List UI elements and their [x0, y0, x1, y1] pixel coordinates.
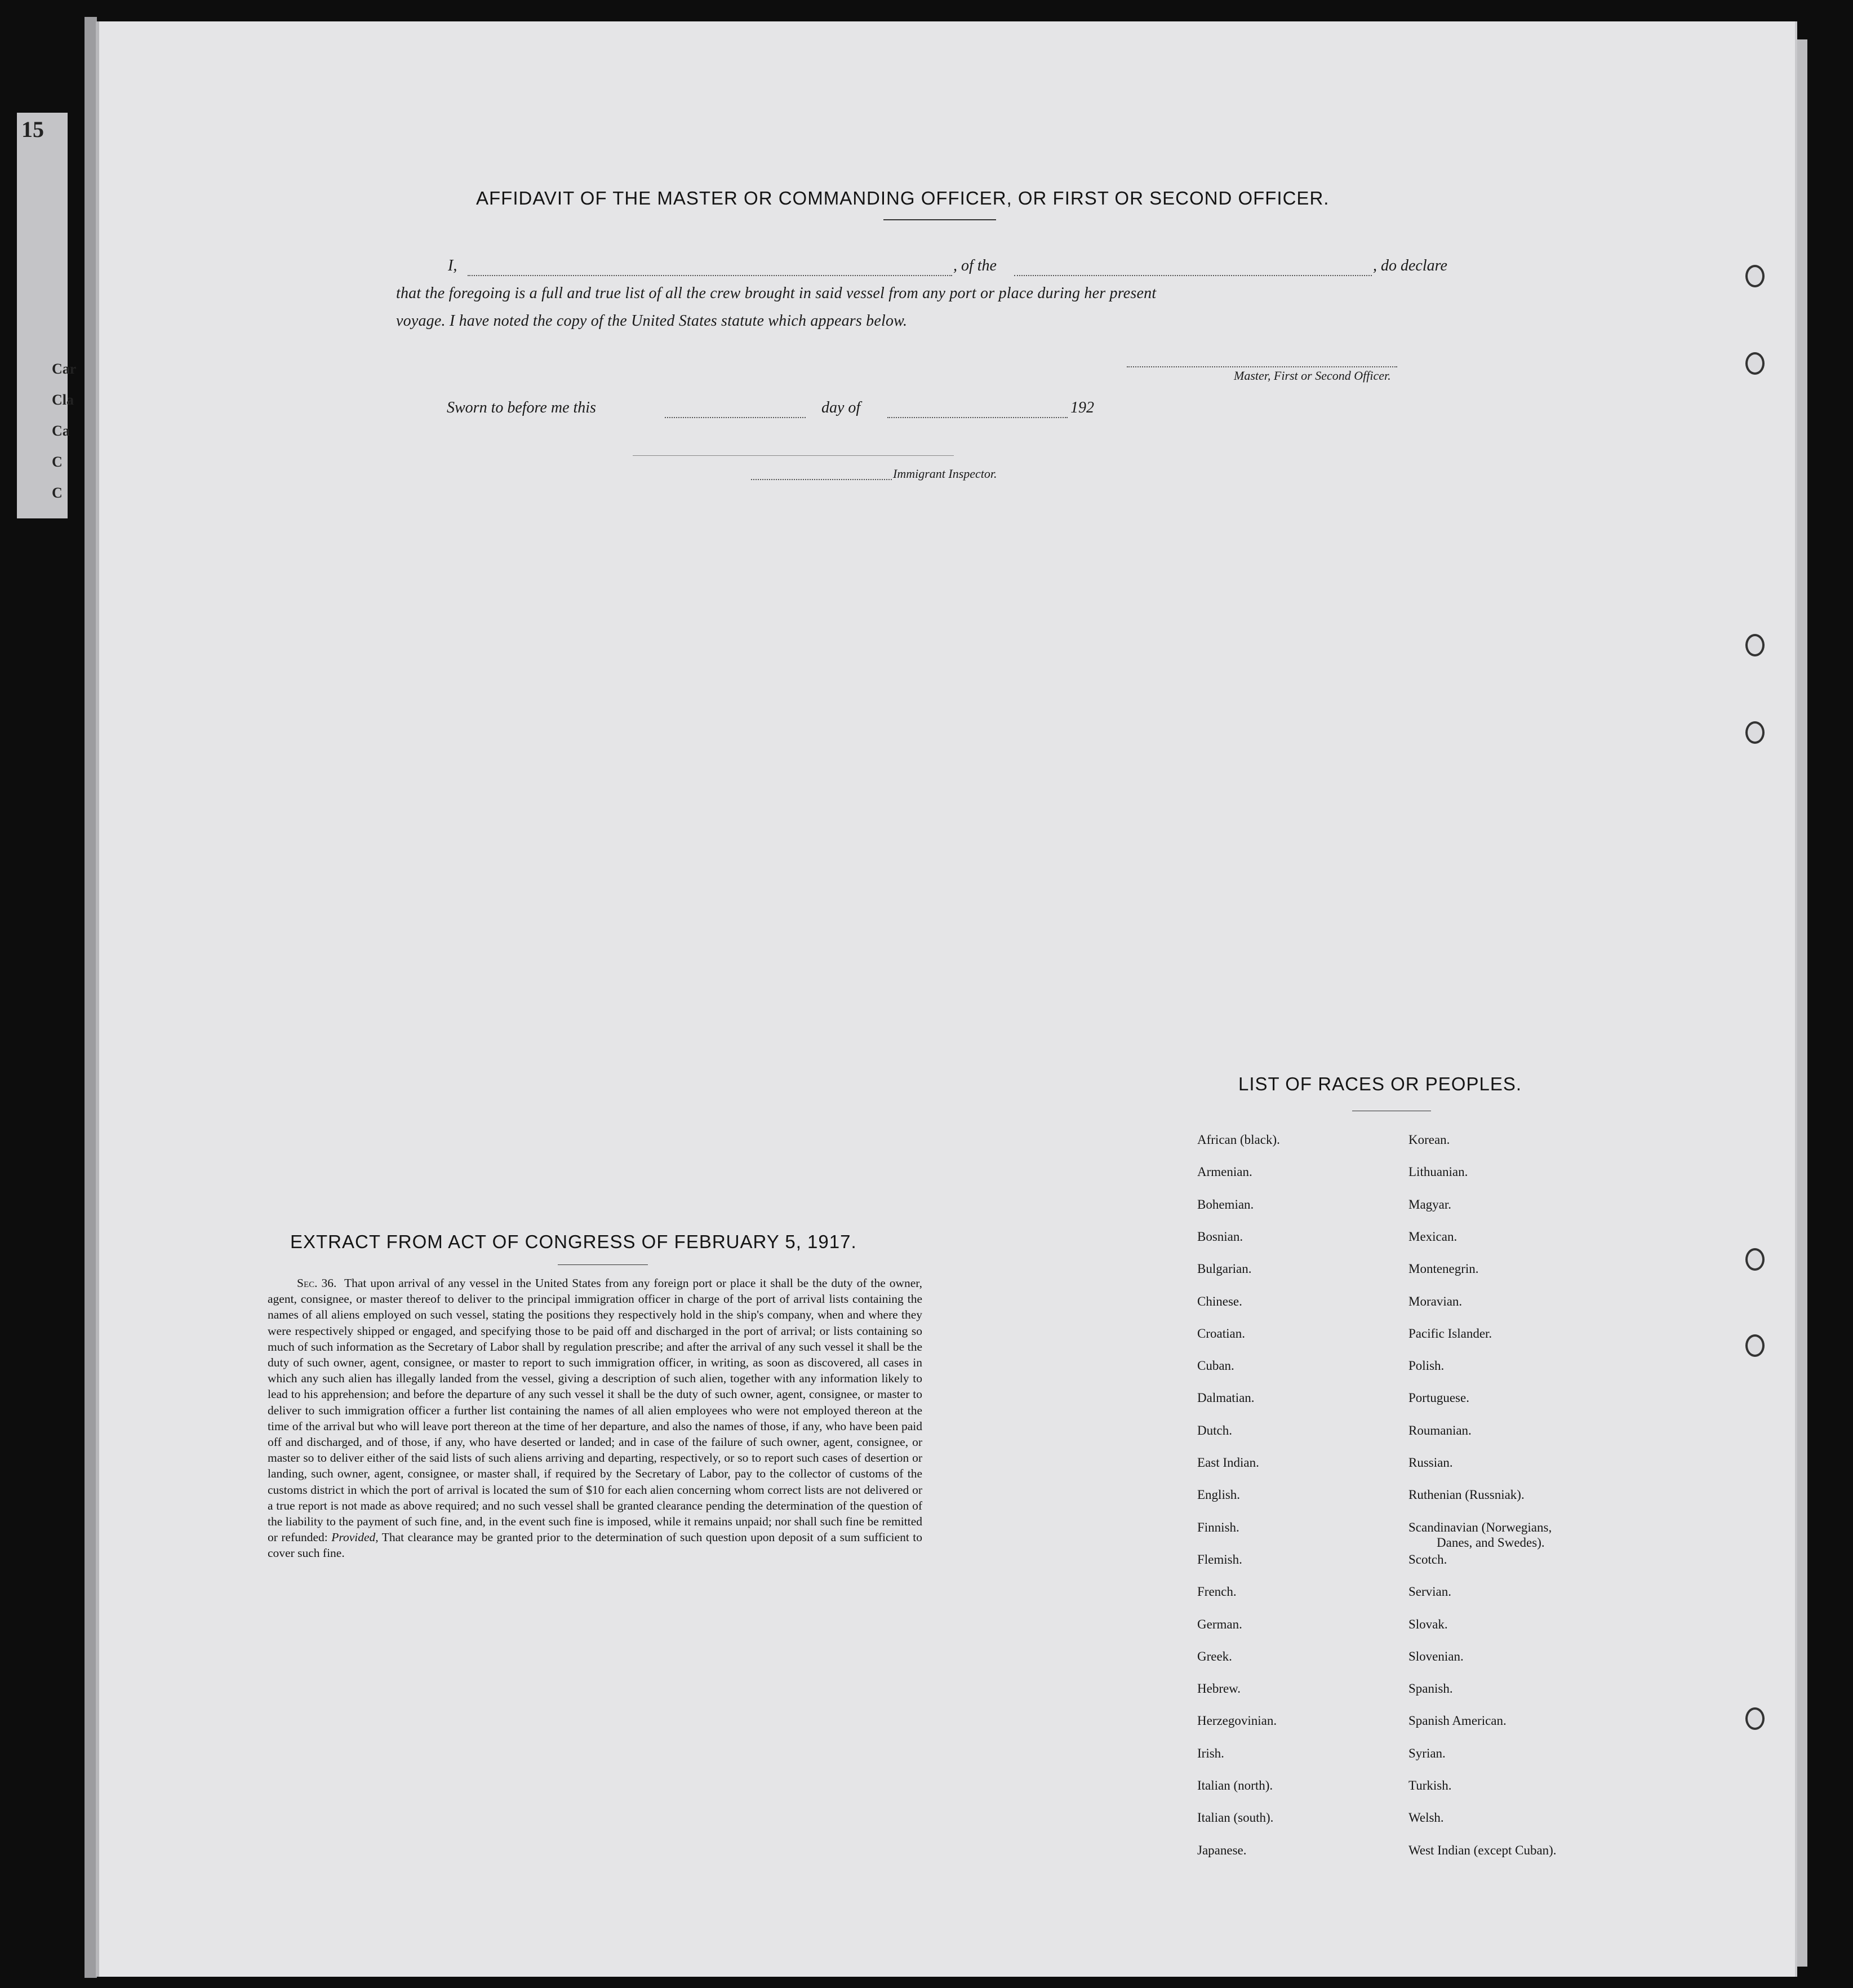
race-item: Japanese. — [1197, 1843, 1247, 1857]
race-item: West Indian (except Cuban). — [1408, 1843, 1557, 1857]
extract-body — [268, 1275, 922, 1561]
races-heading: LIST OF RACES OR PEOPLES. — [1238, 1073, 1522, 1094]
race-item: Irish. — [1197, 1746, 1224, 1760]
declarant-prefix: I, — [448, 257, 457, 274]
extract-text-end: That clearance may be granted prior to the determination of such question upon deposit of a sum sufficient to cover such fine. — [268, 1530, 922, 1560]
race-item: Magyar. — [1408, 1197, 1452, 1212]
underlying-page-fragment: Car — [52, 361, 77, 377]
race-item: Bosnian. — [1197, 1229, 1243, 1244]
race-item: Herzegovinian. — [1197, 1714, 1277, 1728]
race-item: Roumanian. — [1408, 1423, 1472, 1437]
vessel-prefix: , of the — [953, 257, 997, 274]
punch-hole — [1745, 1707, 1765, 1730]
sworn-day-field[interactable] — [665, 417, 806, 418]
race-item: Chinese. — [1197, 1294, 1242, 1308]
race-item: Turkish. — [1408, 1778, 1452, 1792]
race-item: Mexican. — [1408, 1229, 1457, 1244]
race-item: Korean. — [1408, 1133, 1450, 1147]
provided-word: Provided, — [331, 1530, 379, 1545]
form-page — [96, 21, 1797, 1977]
affidavit-heading: AFFIDAVIT OF THE MASTER OR COMMANDING OFFICER, OR FIRST OR SECOND OFFICER. — [476, 188, 1330, 208]
race-item: Dutch. — [1197, 1423, 1232, 1437]
race-item: Russian. — [1408, 1456, 1453, 1470]
extract-heading: EXTRACT FROM ACT OF CONGRESS OF FEBRUARY 5, 1917. — [290, 1231, 857, 1252]
sworn-text: Sworn to before me this — [447, 399, 596, 416]
race-item: Italian (south). — [1197, 1810, 1274, 1825]
race-item: Spanish. — [1408, 1681, 1453, 1696]
race-item: Montenegrin. — [1408, 1262, 1479, 1276]
race-item: Hebrew. — [1197, 1681, 1241, 1696]
race-item: Lithuanian. — [1408, 1165, 1468, 1179]
race-item: Servian. — [1408, 1585, 1452, 1599]
race-item: Portuguese. — [1408, 1391, 1469, 1405]
race-item: Bohemian. — [1197, 1197, 1254, 1212]
sworn-month-field[interactable] — [887, 417, 1068, 418]
sworn-year: 192 — [1070, 399, 1094, 416]
race-item: African (black). — [1197, 1133, 1280, 1147]
race-item: Bulgarian. — [1197, 1262, 1252, 1276]
underlying-page-fragment: C — [52, 485, 63, 501]
inspector-caption: Immigrant Inspector. — [893, 467, 997, 481]
race-item: German. — [1197, 1617, 1242, 1631]
master-signature-field[interactable] — [1127, 366, 1397, 367]
vessel-name-field[interactable] — [1014, 275, 1372, 276]
underlying-page-fragment: Cla — [52, 392, 74, 408]
race-item: Polish. — [1408, 1359, 1445, 1373]
race-item: Pacific Islander. — [1408, 1326, 1492, 1341]
punch-hole — [1745, 265, 1765, 287]
declaration-line-3: voyage. I have noted the copy of the United States statute which appears below. — [396, 312, 908, 330]
race-item: Scotch. — [1408, 1552, 1447, 1567]
race-item: Dalmatian. — [1197, 1391, 1255, 1405]
page-stack-edge — [85, 17, 97, 1978]
underlying-page-fragment: Ca — [52, 423, 70, 439]
race-item: Croatian. — [1197, 1326, 1245, 1341]
race-item: English. — [1197, 1488, 1241, 1502]
sworn-day-of: day of — [821, 399, 861, 416]
punch-hole — [1745, 634, 1765, 656]
declarant-name-field[interactable] — [468, 275, 952, 276]
race-item: Armenian. — [1197, 1165, 1252, 1179]
race-item: Syrian. — [1408, 1746, 1446, 1760]
section-label: Sec. 36. — [297, 1276, 337, 1290]
punch-hole — [1745, 352, 1765, 375]
race-item: Scandinavian (Norwegians, — [1408, 1520, 1552, 1534]
race-item: Italian (north). — [1197, 1778, 1273, 1792]
inspector-signature-field[interactable] — [751, 479, 892, 480]
race-item: East Indian. — [1197, 1456, 1259, 1470]
race-item: Welsh. — [1408, 1810, 1444, 1825]
inspector-upper-line — [633, 455, 954, 456]
race-item: Slovenian. — [1408, 1649, 1464, 1663]
race-item: Cuban. — [1197, 1359, 1234, 1373]
declaration-line-2: that the foregoing is a full and true list of all the crew brought in said vessel from any port or place during her present — [396, 285, 1157, 302]
affidavit-heading-rule — [883, 219, 996, 220]
master-signature-caption: Master, First or Second Officer. — [1234, 369, 1391, 383]
declare-text: , do declare — [1373, 257, 1447, 274]
punch-hole — [1745, 721, 1765, 744]
race-item: French. — [1197, 1585, 1237, 1599]
extract-text: That upon arrival of any vessel in the United States from any foreign port or place it shall be the duty of the owner, agent, consignee, or master thereof to deliver to the principal immigration officer in charge of the port of arrival lists containing the names of all aliens employed on such vessel, stating the positions they respectively hold in the ship's company, when and where they were respectively shipped or engaged, and specifying those to be paid off and discharged in the port of arrival; or lists containing so much of such information as the Secretary of Labor shall by regulation prescribe; and after the arrival of any such vessel it shall be the duty of such owner, agent, consignee, or master to report to such immigration officer, in writing, as soon as discovered, all cases in which any such alien has illegally landed from the vessel, giving a description of such alien, together with any information likely to lead to his apprehension; and before the departure of any such vessel it shall be the duty of such owner, agent, consignee, or master to deliver to such immigration officer a further list containing the names of all alien employees who were not employed thereon at the time of the arrival but who will leave port thereon at the time of her departure, and also the names of those, if any, who have been paid off and discharged, and of those, if any, who have deserted or landed; and in case of the failure of such owner, agent, consignee, or master so to deliver either of the said lists of such aliens arriving and departing, respectively, or so to report such cases of desertion or landing, such owner, agent, consignee, or master shall, if required by the Secretary of Labor, pay to the collector of customs of the customs district in which the port of arrival is located the sum of $10 for each alien concerning whom correct lists are not delivered or a true report is not made as above required; and no such vessel shall be granted clearance pending the determination of the question of the liability to the payment of such fine, and, in the event such fine is imposed, while it remains unpaid; nor shall such fine be remitted or refunded: — [268, 1276, 922, 1545]
underlying-page-number: 15 — [21, 117, 44, 142]
race-item: Spanish American. — [1408, 1714, 1507, 1728]
punch-hole — [1745, 1248, 1765, 1271]
race-item: Ruthenian (Russniak). — [1408, 1488, 1525, 1502]
race-item: Flemish. — [1197, 1552, 1242, 1567]
underlying-page-fragment: C — [52, 454, 63, 470]
extract-heading-rule — [558, 1264, 648, 1265]
race-item: Finnish. — [1197, 1520, 1239, 1534]
race-item: Greek. — [1197, 1649, 1232, 1663]
punch-hole — [1745, 1334, 1765, 1357]
race-item: Danes, and Swedes). — [1437, 1535, 1545, 1550]
race-item: Moravian. — [1408, 1294, 1463, 1308]
page-stack-edge-right — [1796, 39, 1807, 1967]
race-item: Slovak. — [1408, 1617, 1448, 1631]
underlying-page — [17, 113, 77, 518]
